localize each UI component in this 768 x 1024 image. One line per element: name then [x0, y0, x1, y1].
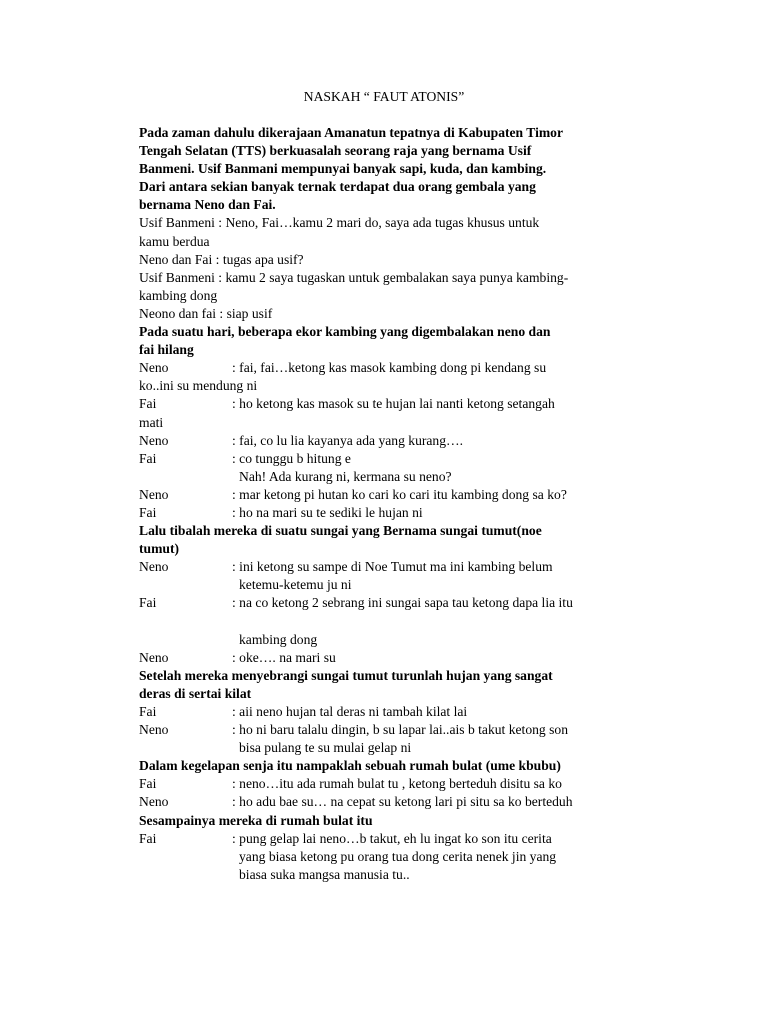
dialog-text: : ho adu bae su… na cepat su ketong lari pi situ sa ko berteduh	[232, 794, 573, 810]
dialog-text: : ho na mari su te sediki le hujan ni	[232, 504, 423, 520]
dialog-line: Neno dan Fai : tugas apa usif?	[139, 251, 304, 267]
dialog-text: : oke…. na mari su	[232, 649, 336, 665]
script-body	[139, 124, 659, 884]
speaker-name: Fai	[139, 595, 157, 611]
dialog-continuation: bisa pulang te su mulai gelap ni	[239, 740, 412, 756]
intro-line: Dari antara sekian banyak ternak terdapat dua orang gembala yang	[139, 179, 536, 195]
dialog-line: kamu berdua	[139, 233, 210, 249]
speaker-name: Fai	[139, 776, 157, 792]
intro-line: bernama Neno dan Fai.	[139, 197, 276, 213]
narration-line: Lalu tibalah mereka di suatu sungai yang Bernama sungai tumut(noe	[139, 523, 542, 539]
dialog-row	[139, 721, 659, 739]
intro-line: Tengah Selatan (TTS) berkuasalah seorang raja yang bernama Usif	[139, 143, 532, 159]
dialog-text: : ho ketong kas masok su te hujan lai nanti ketong setangah	[232, 396, 555, 412]
dialog-row	[139, 450, 659, 468]
speaker-name: Neno	[139, 486, 169, 502]
dialog-text: : fai, co lu lia kayanya ada yang kurang….	[232, 432, 464, 448]
dialog-row	[139, 830, 659, 848]
dialog-text: : pung gelap lai neno…b takut, eh lu ingat ko son itu cerita	[232, 830, 552, 846]
speaker-name: Neno	[139, 649, 169, 665]
dialog-text: : ho ni baru talalu dingin, b su lapar lai..ais b takut ketong son	[232, 722, 569, 738]
narration-line: Setelah mereka menyebrangi sungai tumut turunlah hujan yang sangat	[139, 667, 553, 683]
speaker-name: Fai	[139, 396, 157, 412]
dialog-row	[139, 703, 659, 721]
dialog-row	[139, 594, 659, 612]
narration-line: tumut)	[139, 541, 180, 557]
dialog-line: Usif Banmeni : Neno, Fai…kamu 2 mari do, saya ada tugas khusus untuk	[139, 215, 540, 231]
speaker-name: Fai	[139, 830, 157, 846]
dialog-line: kambing dong	[139, 287, 218, 303]
narration-line: Dalam kegelapan senja itu nampaklah sebuah rumah bulat (ume kbubu)	[139, 758, 561, 774]
dialog-text: : co tunggu b hitung e	[232, 450, 351, 466]
dialog-continuation: Nah! Ada kurang ni, kermana su neno?	[239, 468, 452, 484]
speaker-name: Neno	[139, 794, 169, 810]
dialog-text: : neno…itu ada rumah bulat tu , ketong berteduh disitu sa ko	[232, 776, 562, 792]
dialog-continuation: kambing dong	[239, 631, 318, 647]
dialog-text: : na co ketong 2 sebrang ini sungai sapa tau ketong dapa lia itu	[232, 595, 573, 611]
dialog-row	[139, 486, 659, 504]
document-title: NASKAH “ FAUT ATONIS”	[303, 89, 465, 104]
intro-line: Banmeni. Usif Banmani mempunyai banyak sapi, kuda, dan kambing.	[139, 161, 547, 177]
speaker-name: Fai	[139, 450, 157, 466]
narration-line: deras di sertai kilat	[139, 685, 252, 701]
dialog-row	[139, 395, 659, 413]
speaker-name: Fai	[139, 704, 157, 719]
dialog-row	[139, 793, 659, 811]
speaker-name: Neno	[139, 360, 169, 376]
speaker-name: Neno	[139, 432, 169, 448]
dialog-row	[139, 649, 659, 667]
dialog-row	[139, 775, 659, 793]
dialog-row	[139, 558, 659, 576]
speaker-name: Neno	[139, 722, 169, 738]
dialog-continuation: ketemu-ketemu ju ni	[239, 577, 352, 593]
blank-line	[139, 613, 659, 631]
dialog-row	[139, 359, 659, 377]
dialog-continuation: yang biasa ketong pu orang tua dong cerita nenek jin yang	[239, 848, 557, 864]
dialog-row	[139, 504, 659, 522]
dialog-line: Neono dan fai : siap usif	[139, 305, 273, 321]
narration-line: Sesampainya mereka di rumah bulat itu	[139, 812, 373, 828]
dialog-line: Usif Banmeni : kamu 2 saya tugaskan untuk gembalakan saya punya kambing-	[139, 269, 569, 285]
speaker-name: Fai	[139, 504, 157, 520]
speaker-name: Neno	[139, 559, 169, 575]
dialog-continuation: biasa suka mangsa manusia tu..	[239, 866, 410, 882]
dialog-text: : fai, fai…ketong kas masok kambing dong pi kendang su	[232, 360, 547, 376]
dialog-text: : ini ketong su sampe di Noe Tumut ma ini kambing belum	[232, 559, 553, 575]
dialog-continuation: ko..ini su mendung ni	[139, 378, 258, 394]
narration-line: Pada suatu hari, beberapa ekor kambing yang digembalakan neno dan	[139, 324, 551, 340]
dialog-continuation: mati	[139, 414, 164, 430]
intro-line: Pada zaman dahulu dikerajaan Amanatun tepatnya di Kabupaten Timor	[139, 125, 564, 140]
dialog-text: : aii neno hujan tal deras ni tambah kilat lai	[232, 704, 468, 719]
narration-line: fai hilang	[139, 342, 194, 358]
dialog-text: : mar ketong pi hutan ko cari ko cari itu kambing dong sa ko?	[232, 486, 567, 502]
dialog-row	[139, 432, 659, 450]
